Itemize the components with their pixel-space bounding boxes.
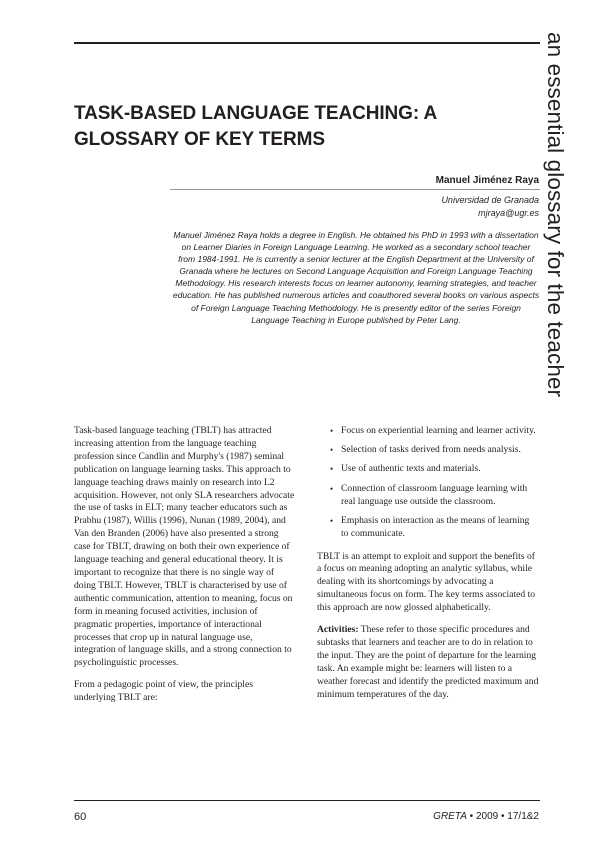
right-column (317, 425, 539, 711)
author-bio: Manuel Jiménez Raya holds a degree in English. He obtained his PhD in 1993 with a dissertation on Learner Diaries in Foreign Language Learning. He worked as a secondary school teacher from 1984-1991. He is currently a senior lecturer at the English Department at the University of Granada where he lectures on Second Language Acquisition and Foreign Language Teaching Methodology. His research interests focus on learner autonomy, learning strategies, and teacher education. He has published numerous articles and coauthored several books on various aspects of Foreign Language Teaching Methodology. He is presently editor of the series Foreign Language Teaching in Europe published by Peter Lang. (172, 230, 540, 325)
intro-paragraph: Task-based language teaching (TBLT) has attracted increasing attention from the language teaching profession since Candlin and Murphy's (1987) seminal publication on language learning tasks. This approach to language teaching draws mainly on research into L2 acquisition. However, not only SLA researchers advocate the use of tasks in ELT; many teacher educators such as Prabhu (1987), Willis (1996), Nunan (1989, 2004), and Van den Branden (2006) have also presented a strong case for TBLT, drawing on both their own experience of language teaching and general educational theory. It is important to recognize that there is no single way of doing TBLT. However, TBLT is characterised by use of authentic communication, attention to meaning, focus on form in meaning focused activities, inclusion of pragmatic properties, importance of interactional processes that crop up in natural language use, integration of language skills, and a strong connection to psycholinguistic processes. (74, 425, 295, 669)
principles-paragraph: From a pedagogic point of view, the principles underlying TBLT are: (74, 679, 253, 704)
author-affiliation-block (441, 194, 539, 220)
list-item-text: Emphasis on interaction as the means of learning to communicate. (341, 514, 530, 539)
bullet-icon: • (330, 426, 334, 436)
bullet-icon: • (330, 515, 334, 526)
separator: • (469, 811, 474, 822)
journal-name: GRETA (433, 811, 467, 822)
page-number: 60 (74, 811, 87, 823)
author-rule (170, 189, 540, 190)
list-item (317, 444, 539, 457)
top-rule (74, 42, 540, 44)
author-name: Manuel Jiménez Raya (435, 175, 539, 186)
journal-issue: 17/1&2 (507, 811, 539, 822)
journal-citation (433, 811, 539, 822)
list-item-text: Connection of classroom language learning with real language use outside the classroom. (341, 482, 528, 507)
list-item (317, 463, 539, 476)
journal-year: 2009 (475, 811, 499, 822)
principles-list (317, 425, 539, 541)
bullet-icon: • (330, 464, 334, 475)
list-item (317, 483, 539, 509)
glossary-definition: These refer to those specific procedures and subtasks that learners and teacher are to do in relation to the input. They are the point of departure for the learning task. An example might be: learners will listen to a weather forecast and identify the predicted maximum and minimum temperatures of the day. (317, 624, 539, 700)
list-item (317, 515, 539, 541)
list-item-text: Selection of tasks derived from needs analysis. (341, 444, 521, 456)
list-item-text: Focus on experiential learning and learner activity. (341, 425, 536, 436)
footer-rule (74, 800, 540, 801)
glossary-entry-activities (317, 624, 539, 701)
glossary-term: Activities: (317, 624, 359, 636)
affiliation: Universidad de Granada (441, 195, 539, 205)
left-column (74, 425, 296, 714)
separator: • (501, 811, 505, 822)
list-item-text: Use of authentic texts and materials. (341, 463, 481, 475)
bullet-icon: • (330, 445, 334, 456)
article-title: TASK-BASED LANGUAGE TEACHING: A GLOSSARY OF KEY TERMS (74, 103, 437, 150)
bullet-icon: • (330, 483, 334, 494)
tblt-paragraph: TBLT is an attempt to exploit and support the benefits of a focus on meaning adopting an analytic syllabus, while dealing with its shortcomings by advocating a simultaneous focus on form. The key terms associated to this approach are now glossed alphabetically. (317, 550, 536, 614)
author-email: mjraya@ugr.es (478, 208, 539, 218)
running-section-title: an essential glossary for the teacher (543, 32, 568, 398)
list-item (317, 425, 539, 438)
